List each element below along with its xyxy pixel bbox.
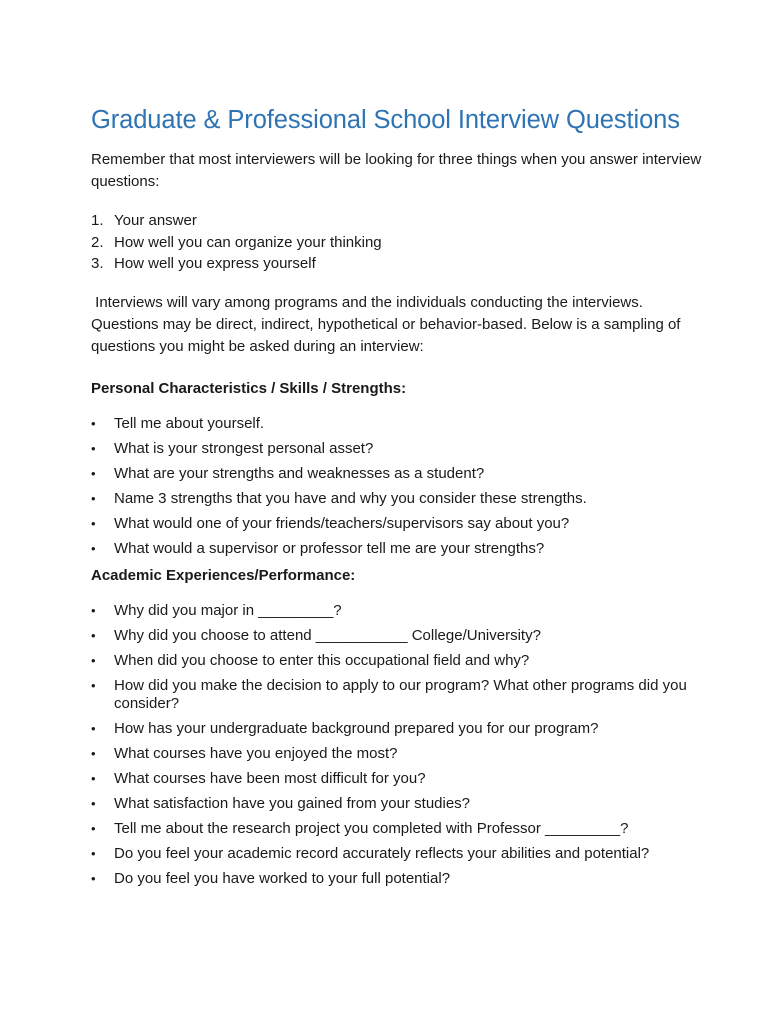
list-item-text: What satisfaction have you gained from your studies?: [114, 795, 471, 812]
list-item: [91, 677, 708, 714]
list-item-text: Do you feel you have worked to your full potential?: [114, 870, 451, 887]
list-item-text: What would one of your friends/teachers/supervisors say about you?: [114, 514, 570, 532]
list-item: [91, 540, 708, 559]
bullet-icon: •: [91, 627, 96, 643]
list-item-text: Tell me about the research project you completed with Professor _________?: [114, 820, 629, 837]
list-item-text: Name 3 strengths that you have and why you consider these strengths.: [114, 489, 587, 507]
bullet-icon: •: [91, 415, 96, 431]
list-item: [91, 602, 708, 621]
list-item-text: How has your undergraduate background prepared you for our program?: [114, 720, 599, 737]
bullet-list-academic: [91, 602, 708, 889]
list-item-text: How well you can organize your thinking: [114, 233, 382, 251]
section-heading-academic: Academic Experiences/Performance:: [91, 566, 356, 584]
numbered-list-item: [91, 210, 708, 232]
bullet-icon: •: [91, 721, 96, 736]
list-item-text: What courses have you enjoyed the most?: [114, 745, 398, 762]
bullet-icon: •: [91, 821, 96, 836]
bullet-icon: •: [91, 771, 96, 786]
bullet-icon: •: [91, 602, 96, 618]
list-item-text: What courses have been most difficult for you?: [114, 770, 426, 787]
list-item: [91, 845, 708, 864]
list-item: [91, 652, 708, 671]
list-item-text: Tell me about yourself.: [114, 414, 265, 432]
list-item-text: What are your strengths and weaknesses as a student?: [114, 464, 485, 482]
bullet-icon: •: [91, 871, 96, 886]
list-number: 2.: [91, 233, 104, 251]
list-item-text: Do you feel your academic record accurately reflects your abilities and potential?: [114, 845, 650, 862]
list-item: [91, 440, 708, 459]
bullet-icon: •: [91, 746, 96, 761]
list-item: [91, 745, 708, 764]
document-title: Graduate & Professional School Interview Questions: [91, 106, 680, 134]
list-item: [91, 465, 708, 484]
bullet-icon: •: [91, 846, 96, 861]
numbered-list-item: [91, 253, 708, 275]
list-item-text: What would a supervisor or professor tell me are your strengths?: [114, 539, 545, 557]
bullet-icon: •: [91, 540, 96, 556]
list-item: [91, 870, 708, 889]
bullet-icon: •: [91, 490, 96, 506]
list-item-text: Why did you choose to attend ___________ College/University?: [114, 626, 541, 644]
list-item-text: Why did you major in _________?: [114, 601, 342, 619]
numbered-list: [91, 210, 708, 275]
list-item: [91, 795, 708, 814]
bullet-icon: •: [91, 440, 96, 456]
bullet-icon: •: [91, 677, 96, 693]
bullet-icon: •: [91, 465, 96, 481]
list-item: [91, 820, 708, 839]
list-item-text: What is your strongest personal asset?: [114, 439, 374, 457]
bullet-icon: •: [91, 652, 96, 668]
list-number: 3.: [91, 255, 104, 272]
list-item-text: When did you choose to enter this occupational field and why?: [114, 651, 530, 669]
body-paragraph: Interviews will vary among programs and the individuals conducting the interviews. Questions may be direct, indirect, hypothetical or behavior-based. Below is a sampling of questions you might be asked during an interview:: [91, 293, 685, 355]
list-item: [91, 415, 708, 434]
list-item: [91, 720, 708, 739]
list-item: [91, 515, 708, 534]
section-heading-personal: Personal Characteristics / Skills / Strengths:: [91, 379, 407, 397]
numbered-list-item: [91, 232, 708, 254]
bullet-icon: •: [91, 515, 96, 531]
list-item: [91, 490, 708, 509]
list-item: [91, 770, 708, 789]
list-item-text: How well you express yourself: [114, 255, 316, 272]
bullet-list-personal: [91, 415, 708, 559]
list-item-text: Your answer: [114, 212, 197, 229]
intro-paragraph: Remember that most interviewers will be looking for three things when you answer interview questions:: [91, 151, 702, 190]
bullet-icon: •: [91, 796, 96, 811]
list-item-text: How did you make the decision to apply to our program? What other programs did you consider?: [114, 676, 687, 712]
list-item: [91, 627, 708, 646]
list-number: 1.: [91, 212, 104, 229]
